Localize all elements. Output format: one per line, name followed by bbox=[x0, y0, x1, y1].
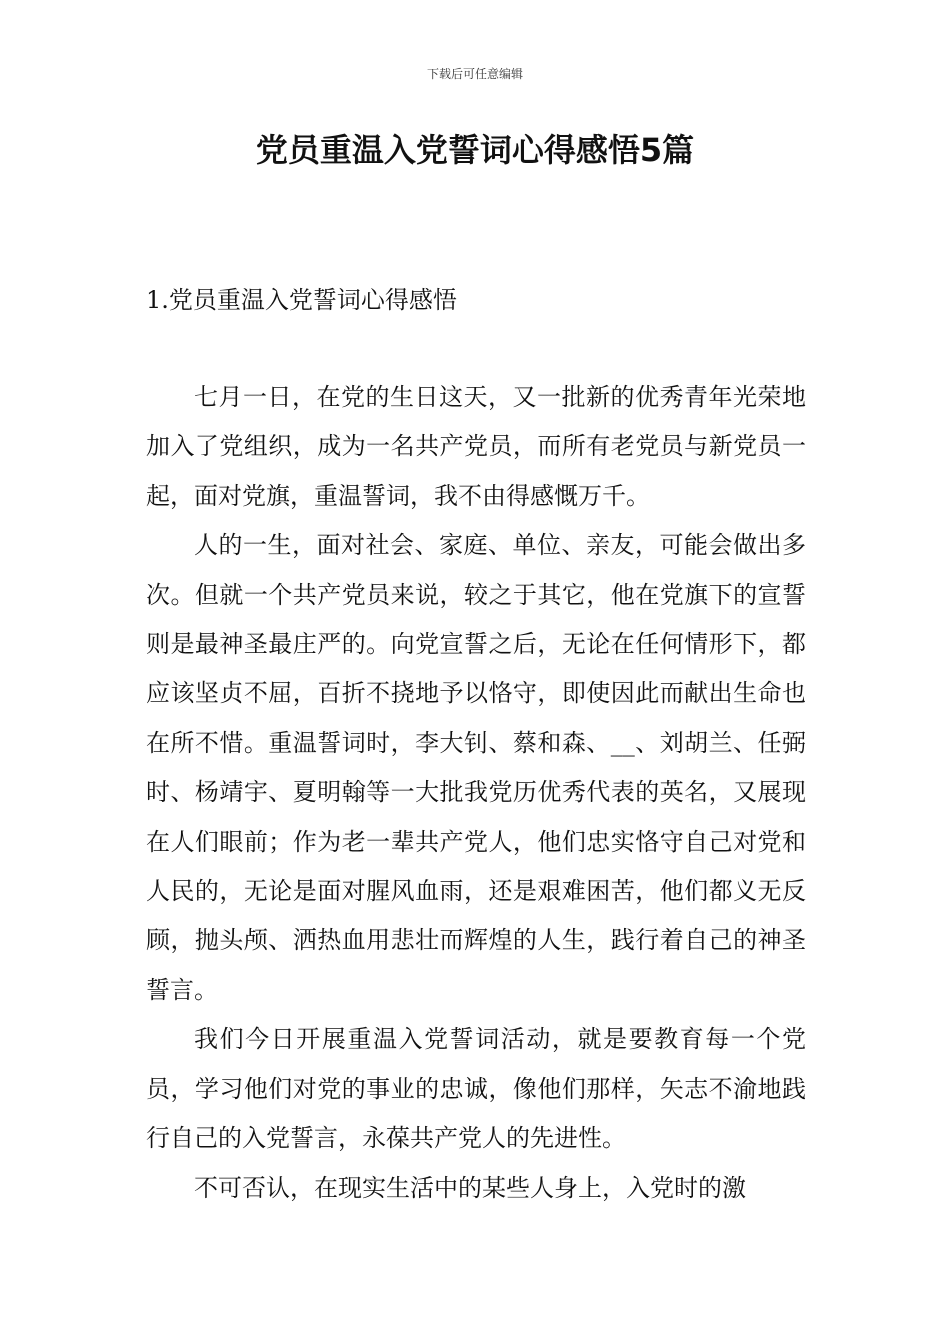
document-body bbox=[146, 373, 806, 1213]
paragraph: 人的一生，面对社会、家庭、单位、亲友，可能会做出多次。但就一个共产党员来说，较之于其它，他在党旗下的宣誓则是最神圣最庄严的。向党宣誓之后，无论在任何情形下，都应该坚贞不屈，百折不挠地予以恪守，即使因此而献出生命也在所不惜。重温誓词时，李大钊、蔡和森、__、刘胡兰、任弼时、杨靖宇、夏明翰等一大批我党历优秀代表的英名，又展现在人们眼前；作为老一辈共产党人，他们忠实恪守自己对党和人民的，无论是面对腥风血雨，还是艰难困苦，他们都义无反顾，抛头颅、洒热血用悲壮而辉煌的人生，践行着自己的神圣誓言。 bbox=[146, 531, 806, 1004]
paragraph: 七月一日，在党的生日这天，又一批新的优秀青年光荣地加入了党组织，成为一名共产党员，而所有老党员与新党员一起，面对党旗，重温誓词，我不由得感慨万千。 bbox=[146, 383, 806, 510]
paragraph: 我们今日开展重温入党誓词活动，就是要教育每一个党员，学习他们对党的事业的忠诚，像他们那样，矢志不渝地践行自己的入党誓言，永葆共产党人的先进性。 bbox=[146, 1025, 806, 1153]
header-watermark: 下载后可任意编辑 bbox=[426, 67, 523, 81]
section-heading: 1.党员重温入党誓词心得感悟 bbox=[146, 286, 457, 314]
document-title: 党员重温入党誓词心得感悟5篇 bbox=[255, 131, 695, 169]
paragraph: 不可否认，在现实生活中的某些人身上，入党时的激 bbox=[194, 1173, 746, 1202]
